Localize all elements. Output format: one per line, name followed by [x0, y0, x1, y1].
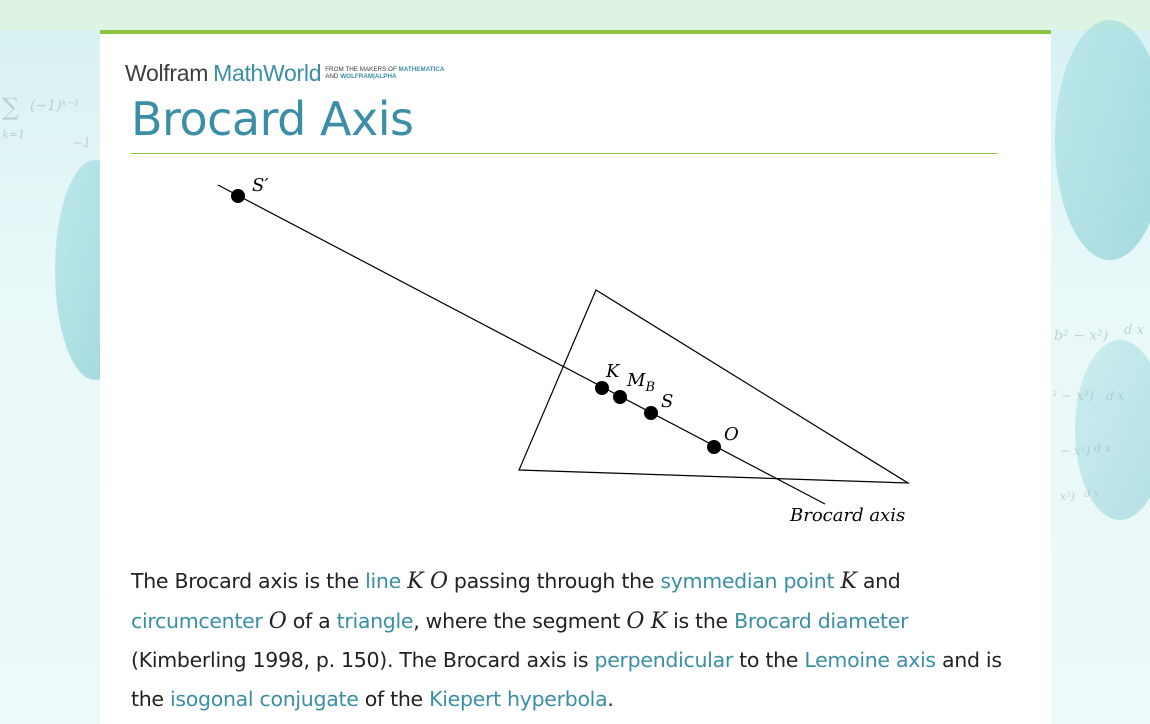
point-s-prime — [231, 189, 245, 203]
text-run: , where the segment — [413, 608, 627, 633]
link-lemoine-axis[interactable]: Lemoine axis — [804, 648, 936, 672]
label-s-prime: S′ — [252, 175, 269, 196]
label-o: O — [724, 424, 739, 445]
tagline-product2: WOLFRAM|ALPHA — [340, 73, 397, 80]
link-circumcenter[interactable]: circumcenter — [131, 608, 263, 633]
text-run: of a — [286, 608, 337, 633]
svg-text:d x: d x — [1106, 389, 1125, 403]
brocard-axis-figure — [100, 34, 1051, 534]
svg-text:∑: ∑ — [2, 93, 20, 121]
text-run: (Kimberling 1998, p. 150). The Brocard axis is — [131, 648, 595, 672]
page-title: Brocard Axis — [131, 92, 414, 146]
link-kiepert-hyperbola[interactable]: Kiepert hyperbola — [429, 686, 608, 711]
text-run: passing through the — [447, 569, 661, 593]
article-card — [100, 30, 1051, 724]
math-o: O — [268, 608, 287, 634]
label-mb-main: M — [627, 370, 646, 391]
text-run: to the — [732, 648, 805, 672]
label-mb-sub: B — [645, 380, 655, 395]
math-k: K — [840, 569, 857, 594]
tagline-product1: MATHEMATICA — [398, 65, 445, 73]
svg-text:k=1: k=1 — [2, 128, 25, 141]
label-brocard-axis: Brocard axis — [790, 505, 906, 526]
svg-text:b² − x²): b² − x²) — [1054, 328, 1109, 344]
text-run: . — [607, 686, 614, 711]
brocard-axis-line — [218, 185, 825, 504]
tagline-line1: FROM THE MAKERS OF — [325, 65, 397, 73]
svg-text:−1: −1 — [72, 136, 92, 151]
link-isogonal-conjugate[interactable]: isogonal conjugate — [169, 686, 359, 711]
label-k: K — [606, 361, 620, 382]
svg-text:² − x²): ² − x²) — [1052, 389, 1094, 404]
svg-text:d x: d x — [1094, 442, 1111, 455]
link-triangle[interactable]: triangle — [336, 608, 414, 633]
point-o — [707, 440, 721, 454]
svg-text:(−1)ᵏ⁻¹: (−1)ᵏ⁻¹ — [30, 98, 80, 114]
point-mb — [613, 390, 627, 404]
svg-text:x²): x²) — [1060, 490, 1075, 503]
logo-mathworld-text: MathWorld — [213, 59, 322, 86]
svg-text:− x²): − x²) — [1060, 444, 1091, 458]
link-brocard-diameter[interactable]: Brocard diameter — [734, 608, 909, 633]
svg-text:d x: d x — [1124, 323, 1144, 338]
point-s — [644, 406, 658, 420]
triangle — [519, 290, 908, 483]
point-k — [595, 381, 609, 395]
link-line[interactable]: line — [365, 569, 401, 593]
text-run: is the — [666, 608, 735, 633]
label-s: S — [661, 391, 674, 412]
text-run: and — [856, 569, 901, 593]
math-ok: O K — [626, 608, 667, 634]
text-run: The Brocard axis is the — [131, 569, 366, 593]
text-run: of the — [358, 686, 430, 711]
svg-text:d x: d x — [1084, 489, 1100, 500]
link-perpendicular[interactable]: perpendicular — [594, 648, 733, 672]
tagline-line2: AND — [325, 73, 339, 80]
math-ko: K O — [407, 569, 448, 594]
label-mb — [626, 370, 655, 395]
logo-wolfram-text: Wolfram — [125, 59, 209, 86]
article-paragraph — [131, 562, 1011, 718]
text-run: and is the — [131, 648, 1002, 711]
link-symmedian-point[interactable]: symmedian point — [660, 569, 835, 593]
